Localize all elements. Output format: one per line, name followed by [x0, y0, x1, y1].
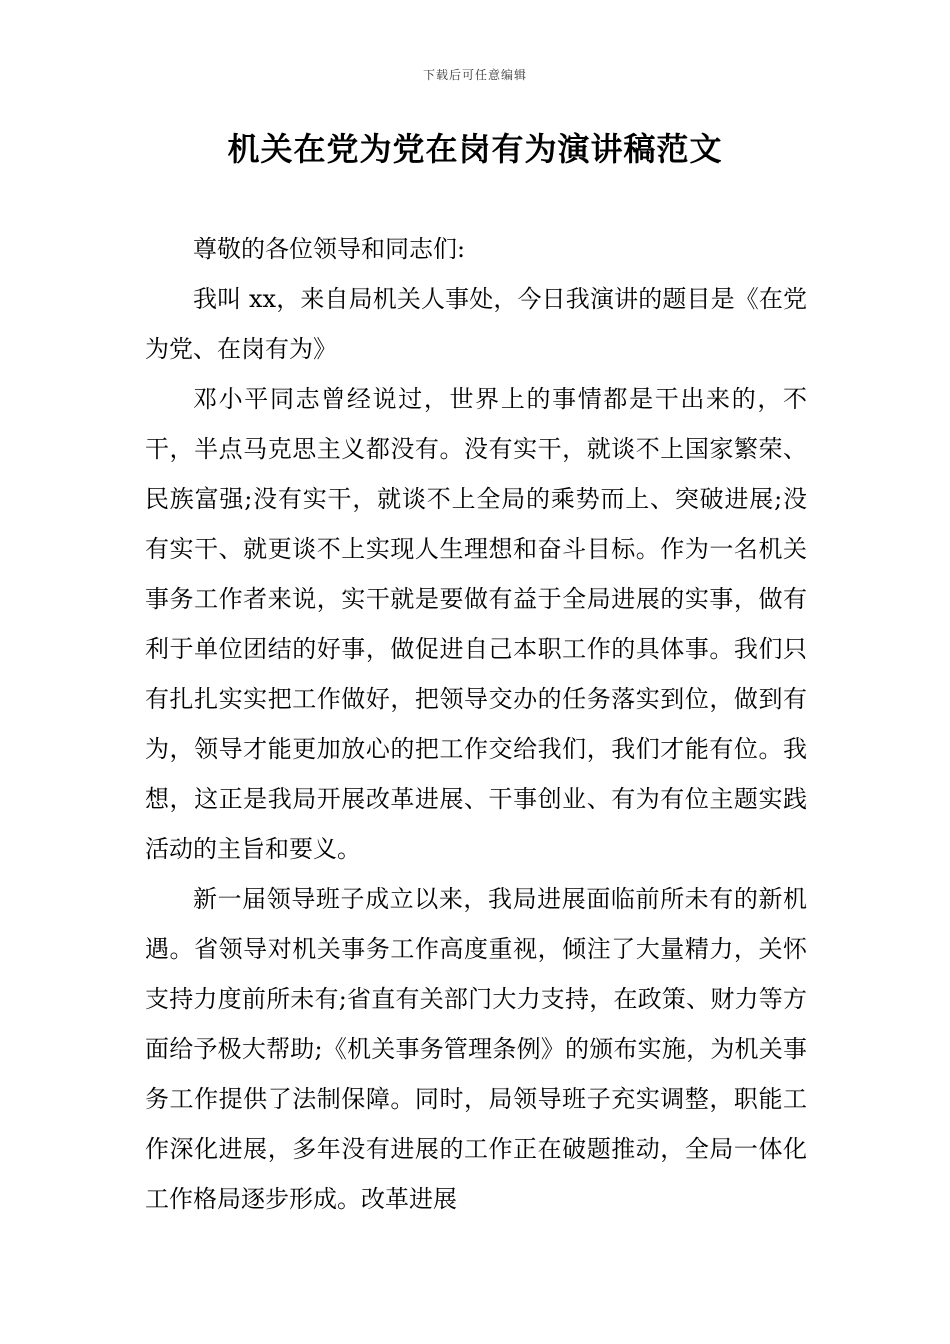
- document-body: [145, 224, 807, 1224]
- body-paragraph: 新一届领导班子成立以来，我局进展面临前所未有的新机遇。省领导对机关事务工作高度重视，倾注了大量精力，关怀支持力度前所未有;省直有关部门大力支持，在政策、财力等方面给予极大帮助;《机关事务管理条例》的颁布实施，为机关事务工作提供了法制保障。同时，局领导班子充实调整，职能工作深化进展，多年没有进展的工作正在破题推动，全局一体化工作格局逐步形成。改革进展: [145, 885, 807, 1213]
- body-paragraph: 我叫 xx，来自局机关人事处，今日我演讲的题目是《在党为党、在岗有为》: [145, 285, 807, 363]
- header-note: 下载后可任意编辑: [422, 68, 527, 82]
- document-title: 机关在党为党在岗有为演讲稿范文: [227, 130, 723, 168]
- body-paragraph: 邓小平同志曾经说过，世界上的事情都是干出来的，不干，半点马克思主义都没有。没有实干，就谈不上国家繁荣、民族富强;没有实干，就谈不上全局的乘势而上、突破进展;没有实干、就更谈不上实现人生理想和奋斗目标。作为一名机关事务工作者来说，实干就是要做有益于全局进展的实事，做有利于单位团结的好事，做促进自己本职工作的具体事。我们只有扎扎实实把工作做好，把领导交办的任务落实到位，做到有为，领导才能更加放心的把工作交给我们，我们才能有位。我想，这正是我局开展改革进展、干事创业、有为有位主题实践活动的主旨和要义。: [145, 385, 807, 863]
- salutation-paragraph: 尊敬的各位领导和同志们:: [193, 235, 466, 263]
